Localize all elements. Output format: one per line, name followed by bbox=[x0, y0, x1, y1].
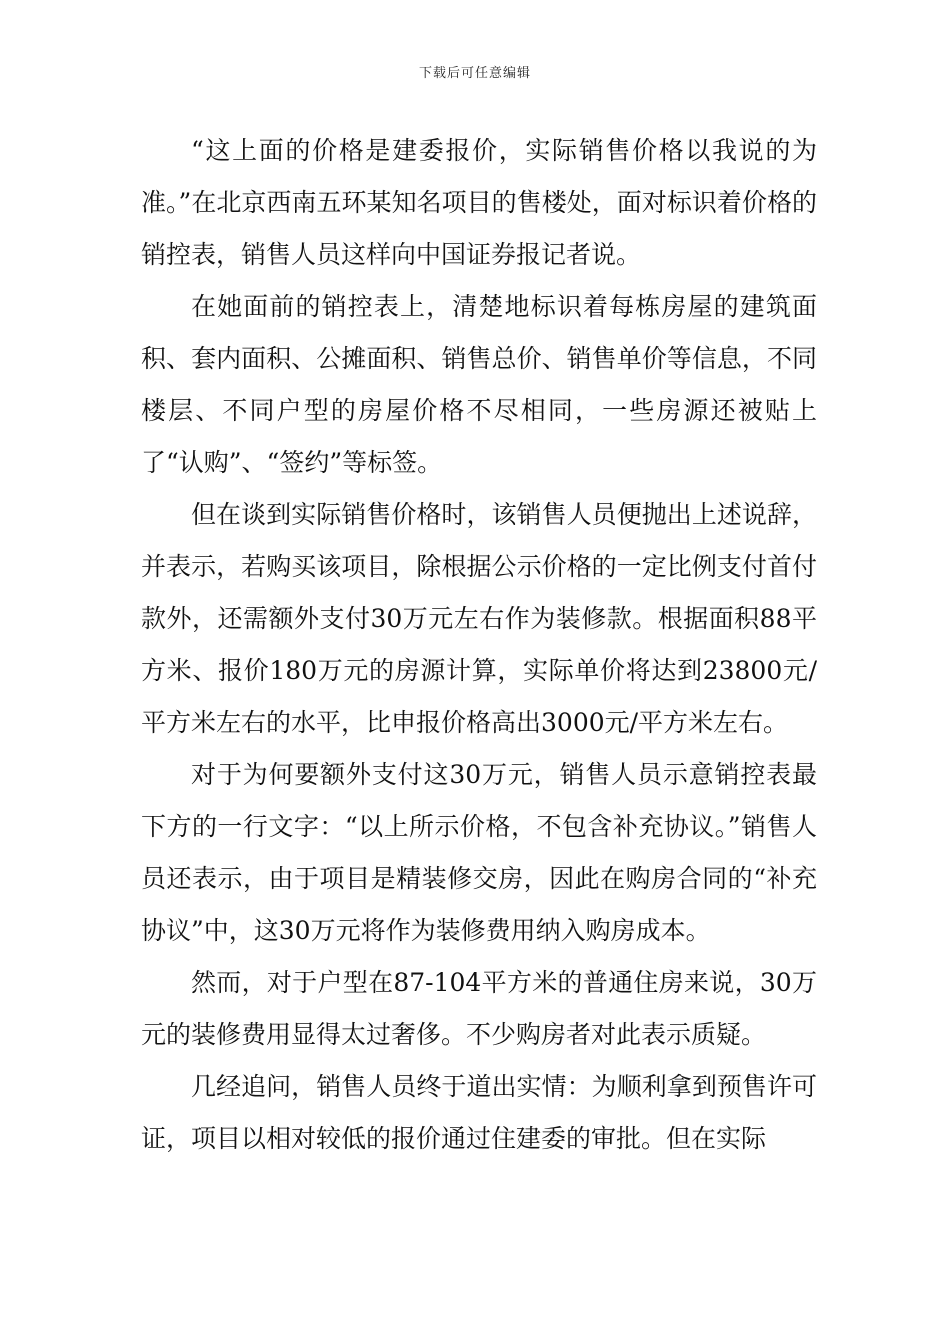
paragraph-5: 然而，对于户型在87-104平方米的普通住房来说，30万元的装修费用显得太过奢侈。不少购房者对此表示质疑。 bbox=[141, 968, 817, 1049]
paragraph-4: 对于为何要额外支付这30万元，销售人员示意销控表最下方的一行文字：“以上所示价格，不包含补充协议。”销售人员还表示，由于项目是精装修交房，因此在购房合同的“补充协议”中，这30万元将作为装修费用纳入购房成本。 bbox=[141, 760, 817, 945]
paragraph-3: 但在谈到实际销售价格时，该销售人员便抛出上述说辞，并表示，若购买该项目，除根据公示价格的一定比例支付首付款外，还需额外支付30万元左右作为装修款。根据面积88平方米、报价180万元的房源计算，实际单价将达到23800元/平方米左右的水平，比申报价格高出3000元/平方米左右。 bbox=[141, 500, 817, 737]
paragraph-6: 几经追问，销售人员终于道出实情：为顺利拿到预售许可证，项目以相对较低的报价通过住建委的审批。但在实际 bbox=[141, 1072, 817, 1153]
paragraph-1: “这上面的价格是建委报价，实际销售价格以我说的为准。”在北京西南五环某知名项目的售楼处，面对标识着价格的销控表，销售人员这样向中国证券报记者说。 bbox=[141, 136, 817, 269]
page-header: 下载后可任意编辑 bbox=[418, 66, 531, 81]
paragraph-2: 在她面前的销控表上，清楚地标识着每栋房屋的建筑面积、套内面积、公摊面积、销售总价、销售单价等信息，不同楼层、不同户型的房屋价格不尽相同，一些房源还被贴上了“认购”、“签约”等标签。 bbox=[141, 292, 817, 477]
document-body bbox=[141, 125, 817, 1165]
